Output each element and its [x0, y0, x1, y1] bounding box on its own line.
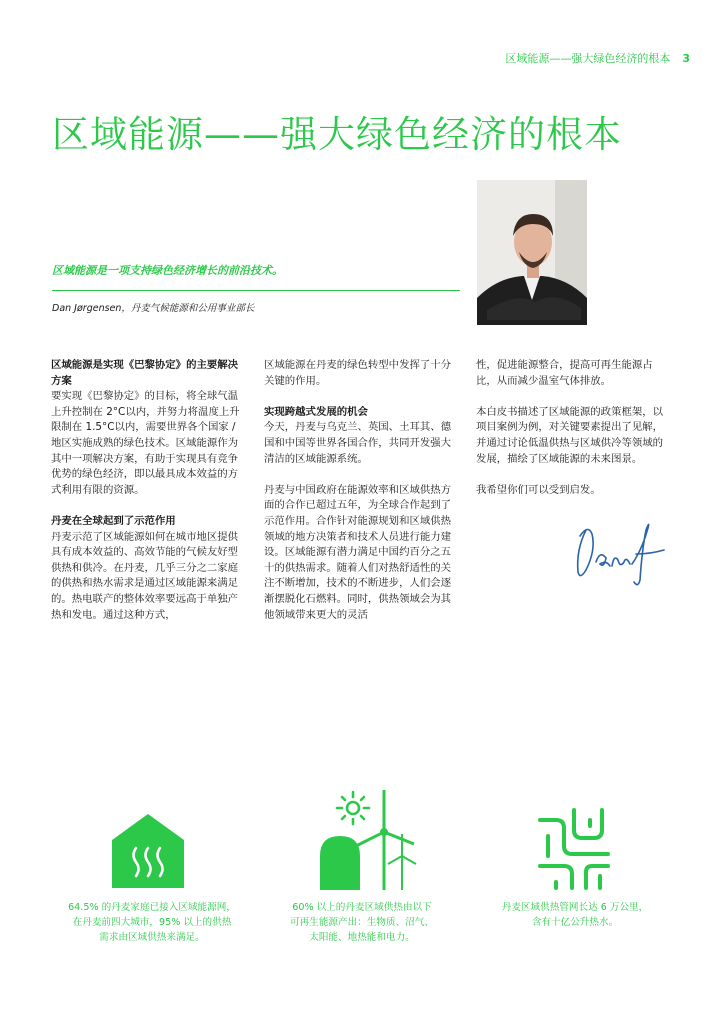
paragraph: 本白皮书描述了区域能源的政策框架，以项目案例为例，对关键要素提出了见解，并通过讨论低温供热与区域供冷等领域的发展，描绘了区域能源的未来图景。 — [476, 405, 664, 465]
column-3 — [476, 358, 665, 514]
stat-caption: 60% 以上的丹麦区域供热由以下 可再生能源产出：生物质、沼气、 太阳能、地热能和电力。 — [290, 902, 434, 943]
stat-caption: 64.5% 的丹麦家庭已接入区域能源网， 在丹麦前四大城市，95% 以上的供热 需求由区域供热来满足。 — [68, 902, 236, 943]
page-number: 3 — [682, 52, 690, 65]
pipe-network-icon — [534, 806, 614, 892]
page-title: 区域能源——强大绿色经济的根本 — [52, 113, 622, 156]
running-title: 区域能源——强大绿色经济的根本 — [505, 52, 671, 65]
section-heading: 丹麦在全球起到了示范作用 — [51, 514, 176, 527]
stat-caption: 丹麦区域供热管网长达 6 万公里， 含有十亿公升热水。 — [501, 902, 649, 928]
section-heading: 区域能源是实现《巴黎协定》的主要解决方案 — [51, 359, 239, 387]
author-attribution: Dan Jørgensen，丹麦气候能源和公用事业部长 — [52, 303, 255, 314]
minister-portrait-image — [477, 180, 587, 325]
column-1 — [51, 358, 240, 639]
lead-quote: 区域能源是一项支持绿色经济增长的前沿技术。 — [52, 264, 283, 277]
divider — [52, 290, 460, 291]
column-2 — [264, 358, 453, 639]
paragraph: 我希望你们可以受到启发。 — [476, 483, 601, 496]
paragraph: 丹麦示范了区域能源如何在城市地区提供具有成本效益的、高效节能的气候友好型供热和供冷。在丹麦，几乎三分之二家庭的供热和热水需求是通过区域能源来满足的。热电联产的整体效率要远高于单独产热和发电。通过这种方式， — [51, 530, 239, 621]
paragraph: 今天，丹麦与乌克兰、英国、土耳其、德国和中国等世界各国合作，共同开发强大清洁的区域能源系统。 — [264, 421, 452, 465]
paragraph: 要实现《巴黎协定》的目标，将全球气温上升控制在 2°C以内，并努力将温度上升限制在 1.5°C以内，需要世界各个国家 / 地区实施成熟的绿色技术。区域能源作为其中一项解决方案，有助于实现具有竞争优势的绿色经济，即以最具成本效益的方式利用有限的资源。 — [51, 390, 240, 496]
signature-image — [566, 510, 676, 590]
running-header — [420, 50, 690, 66]
house-heating-icon — [110, 812, 186, 888]
section-heading: 实现跨越式发展的机会 — [264, 405, 368, 418]
paragraph: 丹麦与中国政府在能源效率和区域供热方面的合作已超过五年，为全球合作起到了示范作用。合作针对能源规划和区域供热领域的地方决策者和技术人员进行能力建设。区域能源有潜力满足中国约百分之五十的供热需求。随着人们对热舒适性的关注不断增加，技术的不断进步，人们会逐渐摆脱化石燃料。同时，供热领域会为其他领域带来更大的灵活 — [264, 483, 452, 621]
paragraph: 性，促进能源整合，提高可再生能源占比，从而减少温室气体排放。 — [476, 359, 653, 387]
paragraph: 区域能源在丹麦的绿色转型中发挥了十分关键的作用。 — [264, 359, 452, 387]
renewable-energy-icon — [318, 786, 418, 890]
